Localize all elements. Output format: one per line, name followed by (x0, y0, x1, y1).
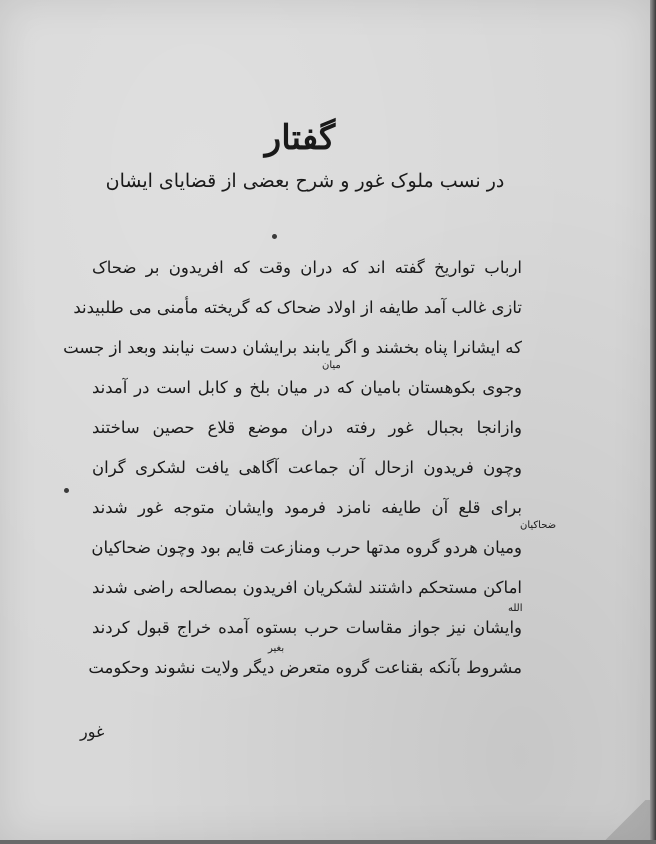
chapter-subtitle: در نسب ملوک غور و شرح بعضی از قضایای ایشان (105, 170, 505, 192)
page-edge-shadow (650, 0, 656, 844)
page-fold-shading (600, 800, 650, 840)
text-line: تازی غالب آمد طایفه از اولاد ضحاک که گریخته مأمنی می طلبیدند (73, 298, 522, 317)
ink-dot (272, 234, 277, 239)
text-line: که ایشانرا پناه بخشند و اگر یابند برایشان دست نیابند وبعد از جست (63, 338, 522, 357)
interlinear-note: ضحاکیان (520, 520, 557, 531)
catchword: غور (80, 722, 105, 741)
ink-spot (64, 488, 69, 493)
chapter-title: گفتار (264, 118, 336, 158)
text-line: ارباب تواریخ گفته اند که دران وقت که افریدون بر ضحاک (92, 258, 522, 277)
text-line: وچون فریدون ازحال آن جماعت آگاهی یافت لشکری گران (92, 458, 522, 477)
page-bottom-edge (0, 840, 656, 844)
interlinear-note: الله (508, 603, 523, 614)
body-text (63, 248, 522, 688)
text-line: وجوی بکوهستان بامیان که در میان بلخ و کابل است در آمدند (92, 378, 522, 397)
text-line: برای قلع آن طایفه نامزد فرمود وایشان متوجه غور شدند (92, 498, 522, 517)
text-line: ومیان هردو گروه مدتها حرب ومنازعت قایم بود وچون ضحاکیان (91, 538, 522, 557)
interlinear-note: میان (322, 360, 341, 371)
interlinear-note: بغیر (268, 643, 285, 654)
text-line: وازانجا بجبال غور رفته دران موضع قلاع حصین ساختند (92, 418, 522, 437)
text-line: وایشان نیز جواز مقاسات حرب بستوه آمده خراج قبول کردند (92, 618, 522, 637)
text-line: اماکن مستحکم داشتند لشکریان افریدون بمصالحه راضی شدند (92, 578, 522, 597)
text-line: مشروط بآنکه بقناعت گروه متعرض دیگر ولایت نشوند وحکومت (88, 658, 522, 677)
